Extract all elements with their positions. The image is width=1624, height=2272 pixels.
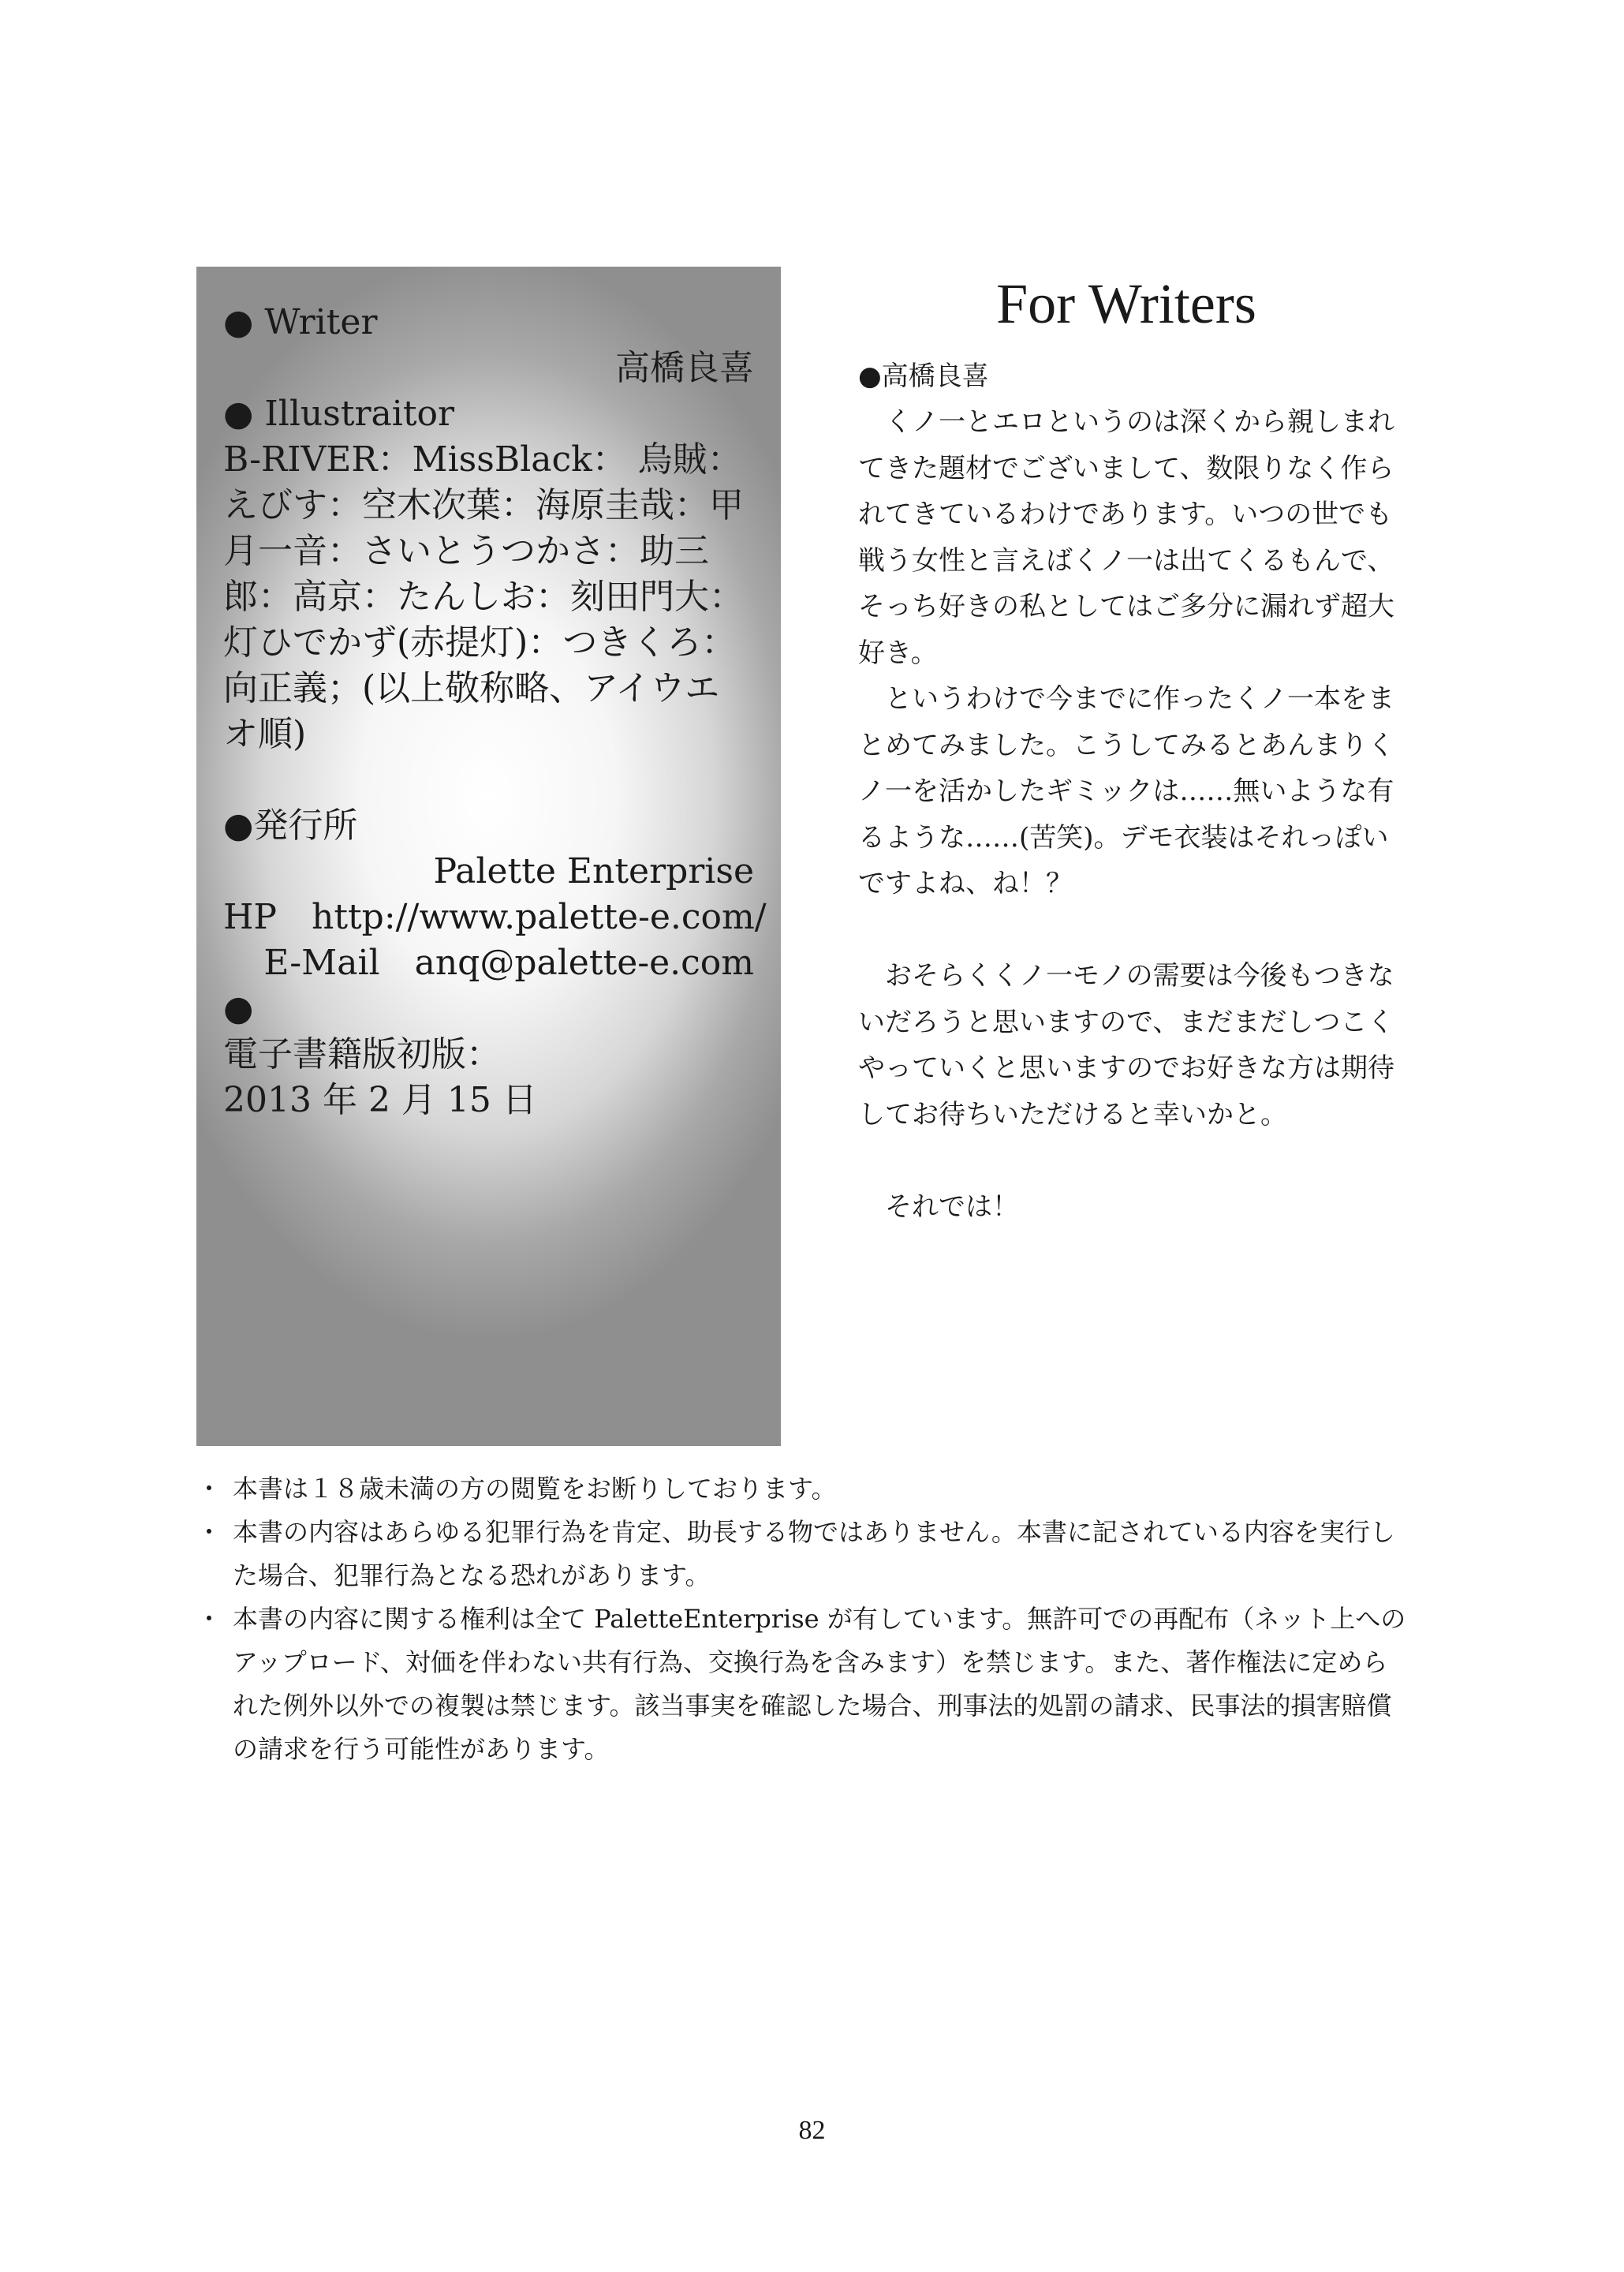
illustrator-list: B-RIVER：MissBlack： 烏賊： えびす：空木次葉：海原圭哉：甲月一音：さいとうつかさ：助三郎：高京：たんしお：刻田門大：灯ひでかず(赤提灯)：つきくろ：向正義；(以上敬称略、アイウエオ順)	[223, 439, 744, 754]
paragraph: くノ一とエロというのは深くから親しまれてきた題材でございまして、数限りなく作られてきているわけであります。いつの世でも戦う女性と言えばくノ一は出てくるもんで、そっち好きの私としてはご多分に漏れず超大好き。	[858, 406, 1394, 669]
bullet-icon: ・	[196, 1604, 222, 1634]
for-writers-section	[858, 260, 1394, 1230]
edition-bullet: ●	[223, 988, 254, 1029]
for-writers-author: ●高橋良喜	[858, 361, 989, 392]
publisher-name: Palette Enterprise	[433, 851, 754, 891]
notice-item	[192, 1511, 1406, 1598]
paragraph: それでは！	[885, 1190, 1019, 1223]
notice-item	[192, 1467, 1406, 1511]
blank-line	[858, 1138, 1394, 1184]
edition-date: 2013 年 2 月 15 日	[223, 1080, 537, 1120]
paragraph: というわけで今までに作ったくノ一本をまとめてみました。こうしてみるとあんまりくノ一を活かしたギミックは……無いような有るような……(苦笑)。デモ衣装はそれっぽいですよね、ね！？	[858, 683, 1394, 899]
notices-list	[192, 1467, 1406, 1771]
page-number: 82	[798, 2116, 826, 2145]
notice-text: 本書は１８歳未満の方の閲覧をお断りしております。	[233, 1474, 837, 1504]
for-writers-title: For Writers	[996, 272, 1256, 335]
notice-text: 本書の内容はあらゆる犯罪行為を肯定、助長する物ではありません。本書に記されている内容を実行した場合、犯罪行為となる恐れがあります。	[233, 1517, 1395, 1590]
edition-label: 電子書籍版初版：	[223, 1034, 501, 1074]
writer-name: 高橋良喜	[615, 348, 754, 388]
publisher-heading: ●発行所	[223, 805, 358, 846]
bullet-icon: ・	[196, 1517, 222, 1547]
publisher-email: E-Mail anq@palette-e.com	[263, 943, 754, 983]
blank-line	[858, 907, 1394, 954]
notice-item	[192, 1598, 1406, 1771]
spacer	[223, 757, 754, 803]
paragraph: おそらくくノ一モノの需要は今後もつきないだろうと思いますので、まだまだしつこくやっていくと思いますのでお好きな方は期待してお待ちいただけると幸いかと。	[858, 960, 1394, 1130]
writer-heading: ● Writer	[223, 302, 378, 342]
publisher-hp: HP http://www.palette-e.com/	[223, 897, 767, 937]
notice-text: 本書の内容に関する権利は全て PaletteEnterprise が有しています。無許可での再配布（ネット上へのアップロード、対価を伴わない共有行為、交換行為を含みます）を禁じます。また、著作権法に定められた例外以外での複製は禁じます。該当事実を確認した場合、刑事法的処罰の請求、民事法的損害賠償の請求を行う可能性があります。	[233, 1604, 1406, 1764]
credits-box	[196, 267, 781, 1446]
illustrator-heading: ● Illustraitor	[223, 394, 455, 434]
bullet-icon: ・	[196, 1474, 222, 1504]
for-writers-body	[858, 399, 1394, 1230]
